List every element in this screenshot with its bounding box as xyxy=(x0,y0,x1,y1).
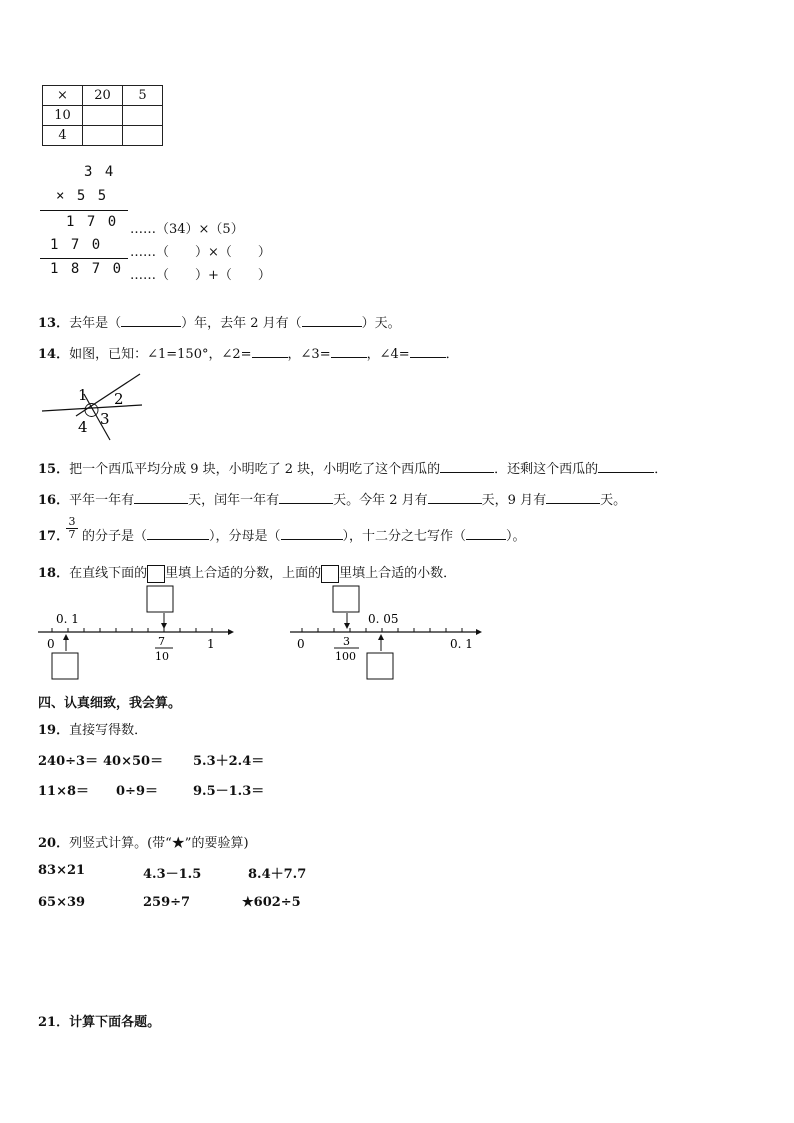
q19-item: 0÷9＝ xyxy=(116,784,158,799)
angle-label-4: 4 xyxy=(78,418,88,436)
number-line-top-label: 0. 05 xyxy=(368,612,399,626)
answer-blank[interactable] xyxy=(252,345,288,358)
answer-box[interactable] xyxy=(52,653,78,679)
vm-line3: 1 7 0 xyxy=(66,214,119,230)
multiplication-table xyxy=(42,85,163,146)
answer-blank[interactable] xyxy=(331,345,367,358)
fraction-numerator: 7 xyxy=(158,635,165,648)
angle-label-1: 1 xyxy=(78,386,88,404)
q20-item: 65×39 xyxy=(38,895,86,910)
answer-box[interactable] xyxy=(367,653,393,679)
question-17: 17． xyxy=(38,529,70,544)
question-21: 21．计算下面各题。 xyxy=(38,1015,161,1030)
number-line-zero: 0 xyxy=(297,637,305,651)
table-cell[interactable] xyxy=(83,106,123,126)
fraction-denominator: 10 xyxy=(155,650,169,663)
answer-blank[interactable] xyxy=(440,460,494,473)
answer-blank[interactable] xyxy=(279,491,333,504)
q19-item: 11×8＝ xyxy=(38,784,90,799)
vm-line5-note: ……（ ）+（ ） xyxy=(130,268,271,283)
number-line-top-label: 0. 1 xyxy=(56,612,79,626)
question-16: 16．平年一年有 天，闰年一年有 天。今年 2 月有 天，9 月有 天。 xyxy=(38,493,627,508)
question-19: 19．直接写得数． xyxy=(38,723,148,738)
angle-label-3: 3 xyxy=(100,410,110,428)
vm-line5: 1 8 7 0 xyxy=(50,261,124,277)
question-13: 13．去年是（ ）年，去年 2 月有（ ）天。 xyxy=(38,316,401,331)
table-row-header: 4 xyxy=(43,126,83,146)
table-cell[interactable] xyxy=(123,106,163,126)
question-14: 14．如图，已知：∠1=150°，∠2= ，∠3= ，∠4= ． xyxy=(38,347,459,362)
answer-blank[interactable] xyxy=(281,527,343,540)
table-cell[interactable] xyxy=(123,126,163,146)
q19-item: 5.3＋2.4＝ xyxy=(193,754,265,769)
vm-rule xyxy=(40,210,128,211)
section-heading: 四、认真细致，我会算。 xyxy=(38,696,182,711)
answer-blank[interactable] xyxy=(410,345,446,358)
table-cell[interactable] xyxy=(83,126,123,146)
question-18: 18．在直线下面的 里填上合适的分数，上面的 里填上合适的小数． xyxy=(38,566,457,581)
q19-item: 240÷3＝ xyxy=(38,754,99,769)
arrow-up-icon xyxy=(378,634,384,640)
vm-line4-note: ……（ ）×（ ） xyxy=(130,245,271,260)
q20-item: ★602÷5 xyxy=(242,895,301,910)
q19-item: 9.5－1.3＝ xyxy=(193,784,265,799)
number-line-one: 1 xyxy=(207,637,215,651)
q20-item: 4.3－1.5 xyxy=(143,867,202,882)
table-header-cell: 20 xyxy=(83,86,123,106)
question-15: 15．把一个西瓜平均分成 9 块，小明吃了 2 块，小明吃了这个西瓜的 ．还剩这个西瓜的 ． xyxy=(38,462,668,477)
fraction-3-7: 3 7 xyxy=(66,516,78,541)
number-line-zero: 0 xyxy=(47,637,55,651)
answer-blank[interactable] xyxy=(546,491,600,504)
vm-line2: × 5 5 xyxy=(56,188,109,204)
vm-rule xyxy=(40,258,128,259)
table-header-cell: × xyxy=(43,86,83,106)
table-header-cell: 5 xyxy=(123,86,163,106)
answer-blank[interactable] xyxy=(598,460,654,473)
arrow-down-icon xyxy=(161,623,167,629)
number-line-end: 0. 1 xyxy=(450,637,473,651)
answer-blank[interactable] xyxy=(428,491,482,504)
vm-line1: 3 4 xyxy=(84,164,116,180)
box-icon xyxy=(147,565,165,583)
answer-blank[interactable] xyxy=(121,314,181,327)
answer-blank[interactable] xyxy=(134,491,188,504)
answer-blank[interactable] xyxy=(466,527,506,540)
box-icon xyxy=(321,565,339,583)
fraction-denominator: 100 xyxy=(335,650,356,663)
fraction-numerator: 3 xyxy=(343,635,350,648)
vm-line4: 1 7 0 xyxy=(50,237,103,253)
answer-blank[interactable] xyxy=(302,314,362,327)
number-line-1 xyxy=(30,585,240,685)
q20-item: 83×21 xyxy=(38,863,86,878)
number-line-2 xyxy=(282,585,492,685)
arrow-up-icon xyxy=(63,634,69,640)
answer-box[interactable] xyxy=(333,586,359,612)
table-row-header: 10 xyxy=(43,106,83,126)
question-20: 20．列竖式计算。(带“★”的要验算) xyxy=(38,836,249,851)
answer-blank[interactable] xyxy=(147,527,209,540)
angle-figure xyxy=(38,370,148,442)
q19-item: 40×50＝ xyxy=(103,754,164,769)
arrow-down-icon xyxy=(344,623,350,629)
angle-label-2: 2 xyxy=(114,390,124,408)
q20-item: 8.4＋7.7 xyxy=(248,867,307,882)
q20-item: 259÷7 xyxy=(143,895,191,910)
question-17-text: 的分子是（ ），分母是（ ），十二分之七写作（ ）。 xyxy=(82,529,526,544)
vm-line3-note: ……（34）×（5） xyxy=(130,222,244,237)
answer-box[interactable] xyxy=(147,586,173,612)
